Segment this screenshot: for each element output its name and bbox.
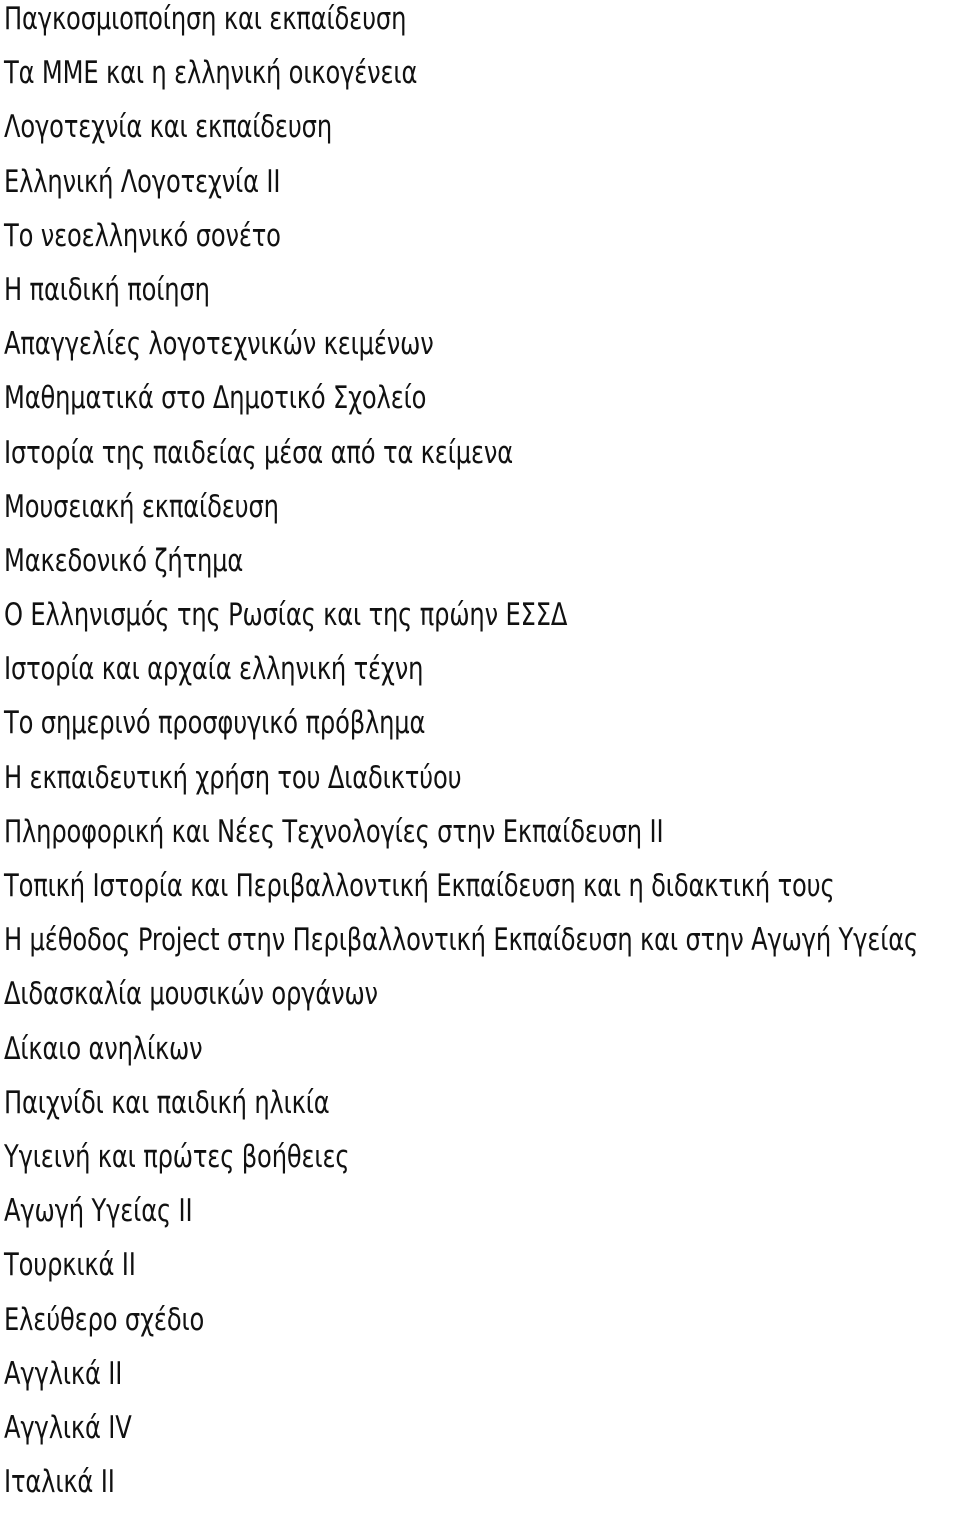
course-item: Αγγλικά ΙΙ bbox=[4, 1355, 123, 1392]
course-item: Αγγλικά ΙV bbox=[4, 1409, 132, 1446]
course-item: Δίκαιο ανηλίκων bbox=[4, 1030, 203, 1067]
course-item: Τουρκικά ΙΙ bbox=[4, 1247, 136, 1284]
course-item: Τοπική Ιστορία και Περιβαλλοντική Εκπαίδευση και η διδακτική τους bbox=[4, 868, 835, 904]
course-item: Απαγγελίες λογοτεχνικών κειμένων bbox=[4, 326, 434, 363]
course-item: Διδασκαλία μουσικών οργάνων bbox=[4, 976, 378, 1013]
course-item: Ιστορία της παιδείας μέσα από τα κείμενα bbox=[4, 434, 513, 471]
course-item: Το νεοελληνικό σονέτο bbox=[4, 217, 281, 254]
course-item: Η μέθοδος Project στην Περιβαλλοντική Εκπαίδευση και στην Αγωγή Υγείας bbox=[4, 922, 919, 959]
course-item: Ιταλικά ΙΙ bbox=[4, 1464, 115, 1501]
course-item: Αγωγή Υγείας ΙΙ bbox=[4, 1193, 193, 1230]
course-item: Μαθηματικά στο Δημοτικό Σχολείο bbox=[4, 380, 427, 417]
course-item: Παγκοσμιοποίηση και εκπαίδευση bbox=[4, 1, 407, 37]
course-item: Ιστορία και αρχαία ελληνική τέχνη bbox=[4, 651, 424, 688]
course-list bbox=[4, 0, 960, 1517]
course-item: Τα ΜΜΕ και η ελληνική οικογένεια bbox=[4, 55, 418, 92]
course-item: Η εκπαιδευτική χρήση του Διαδικτύου bbox=[4, 759, 462, 796]
course-item: Υγιεινή και πρώτες βοήθειες bbox=[4, 1138, 350, 1175]
course-item: Μακεδονικό ζήτημα bbox=[4, 542, 244, 579]
course-item: Λογοτεχνία και εκπαίδευση bbox=[4, 109, 333, 146]
course-item: Ελληνική Λογοτεχνία ΙΙ bbox=[4, 163, 281, 200]
course-item: Ο Ελληνισμός της Ρωσίας και της πρώην ΕΣΣΔ bbox=[4, 597, 568, 634]
course-item: Πληροφορική και Νέες Τεχνολογίες στην Εκπαίδευση ΙΙ bbox=[4, 813, 664, 850]
course-item: Παιχνίδι και παιδική ηλικία bbox=[4, 1084, 330, 1121]
course-item: Το σημερινό προσφυγικό πρόβλημα bbox=[4, 705, 426, 742]
course-item: Η παιδική ποίηση bbox=[4, 271, 210, 308]
course-item: Ελεύθερο σχέδιο bbox=[4, 1301, 205, 1338]
course-item: Μουσειακή εκπαίδευση bbox=[4, 488, 279, 525]
